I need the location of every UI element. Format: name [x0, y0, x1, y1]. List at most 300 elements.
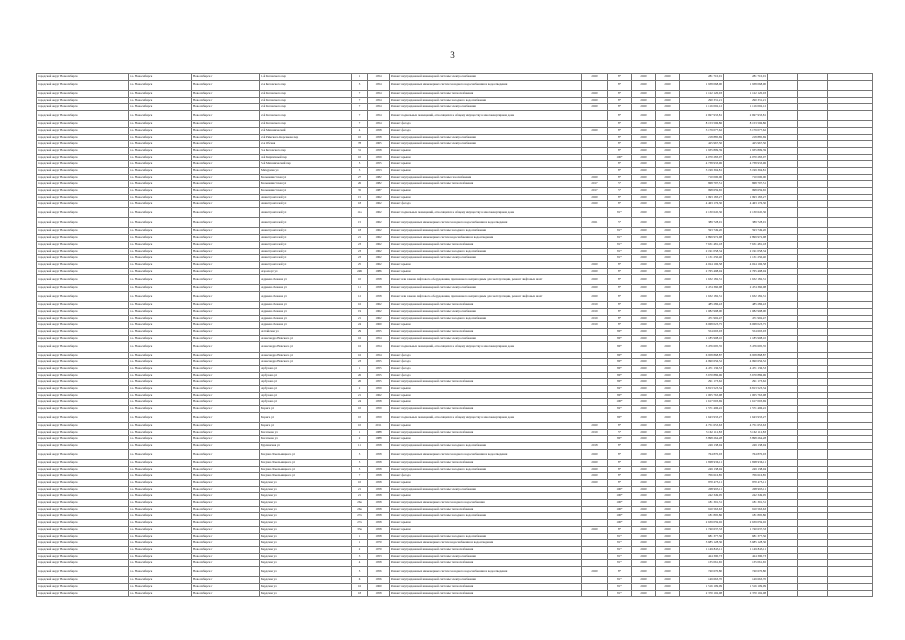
empty-cell	[828, 167, 873, 174]
table-cell: 5*	[608, 188, 632, 195]
table-cell: 26	[352, 181, 368, 188]
table-cell: 2020	[656, 500, 680, 507]
table-cell: 1958	[368, 493, 390, 500]
empty-cell	[828, 560, 873, 567]
table-cell: 2020	[632, 97, 656, 104]
table-cell: г.о. Новосибирск	[129, 436, 192, 443]
table-cell: 1955	[368, 372, 390, 379]
table-cell: 1954	[368, 80, 390, 90]
table-cell: Ремонт внутридомовых инженерных систем холодного водоснабжения	[390, 500, 582, 507]
empty-cell	[828, 590, 873, 597]
table-cell: Ремонт фасада	[390, 359, 582, 366]
table-cell: 1962	[368, 255, 390, 262]
table-cell: 8*	[608, 449, 632, 459]
table-cell	[582, 520, 608, 527]
table-cell: 16	[352, 335, 368, 342]
empty-cell	[768, 473, 798, 480]
table-cell: городской округ Новосибирск	[37, 90, 129, 97]
table-cell: г.о. Новосибирск	[129, 526, 192, 533]
table-row	[37, 147, 873, 154]
table-cell: 2018	[582, 443, 608, 450]
table-row	[37, 261, 873, 268]
table-cell: 1 740 637,33	[680, 526, 724, 533]
empty-cell	[798, 228, 828, 235]
table-cell: Ремонт внутридомовой инженерной системы холодного водоснабжения	[390, 97, 582, 104]
table-cell: 15	[352, 194, 368, 201]
table-cell: 80*	[608, 342, 632, 352]
table-cell: 1 808 936,11	[680, 459, 724, 466]
table-cell: Аэропорт ул	[260, 268, 352, 275]
table-cell: 281 710,01	[724, 74, 768, 81]
table-cell: г.о. Новосибирск	[129, 208, 192, 218]
empty-cell	[768, 268, 798, 275]
table-row	[37, 110, 873, 120]
table-cell: городской округ Новосибирск	[37, 379, 129, 386]
table-cell: 1958	[368, 560, 390, 567]
table-cell: 1958	[368, 285, 390, 292]
table-cell: г.о. Новосибирск	[129, 577, 192, 584]
empty-cell	[798, 302, 828, 309]
table-cell: 1958	[368, 500, 390, 507]
table-row	[37, 392, 873, 399]
table-cell: городской округ Новосибирск	[37, 104, 129, 111]
table-cell: 4 990 656,52	[680, 359, 724, 366]
table-cell: г.о. Новосибирск	[129, 167, 192, 174]
table-cell: 7	[352, 104, 368, 111]
table-cell: 1953	[368, 553, 390, 560]
empty-cell	[798, 359, 828, 366]
empty-cell	[768, 218, 798, 228]
table-cell: 7 631 481,18	[680, 241, 724, 248]
table-cell: 5	[352, 566, 368, 576]
table-cell: Ремонт крыши	[390, 526, 582, 533]
table-cell: Ремонт внутридомовых инженерных систем водоснабжения и водоотведения	[390, 540, 582, 547]
table-cell: 10	[352, 406, 368, 413]
table-row	[37, 228, 873, 235]
empty-cell	[768, 399, 798, 406]
table-cell: 998 659,65	[680, 188, 724, 195]
table-cell: 3 162 112,83	[724, 429, 768, 436]
table-cell: 100*	[608, 399, 632, 406]
table-cell: 6 958 868,87	[680, 352, 724, 359]
empty-cell	[768, 566, 798, 576]
table-cell: 2020	[632, 275, 656, 285]
table-cell: Ремонт внутридомовой инженерной системы электроснабжения	[390, 335, 582, 342]
table-cell: 2020	[656, 241, 680, 248]
table-cell: г.о. Новосибирск	[129, 161, 192, 168]
table-cell: 1955	[368, 366, 390, 373]
table-row	[37, 590, 873, 597]
table-cell: 554 693,03	[680, 329, 724, 336]
table-cell: 2020	[656, 566, 680, 576]
table-cell: 2-й Котовского пер	[260, 97, 352, 104]
table-cell: 2020	[632, 540, 656, 547]
empty-cell	[768, 533, 798, 540]
empty-cell	[768, 302, 798, 309]
table-cell: г.о. Новосибирск	[129, 342, 192, 352]
table-cell: 868 797,51	[680, 181, 724, 188]
table-cell: 23	[352, 241, 368, 248]
table-cell: 6 813 523,34	[680, 386, 724, 393]
table-cell: городской округ Новосибирск	[37, 500, 129, 507]
empty-cell	[828, 235, 873, 242]
table-cell: 2020	[632, 228, 656, 235]
table-cell	[582, 235, 608, 242]
table-cell: Ремонт внутридомовой инженерной системы газоснабжения	[390, 174, 582, 181]
table-cell: городской округ Новосибирск	[37, 436, 129, 443]
table-row	[37, 372, 873, 379]
table-cell: 2020	[656, 302, 680, 309]
page-number: 3	[450, 50, 455, 60]
empty-cell	[828, 392, 873, 399]
table-cell: 1	[352, 540, 368, 547]
table-cell: Новосибирск г	[192, 359, 260, 366]
table-row	[37, 241, 873, 248]
empty-cell	[828, 566, 873, 576]
table-cell: Алтайская ул	[260, 329, 352, 336]
table-cell: 290 331,21	[680, 97, 724, 104]
table-cell: 80*	[608, 359, 632, 366]
empty-cell	[768, 228, 798, 235]
table-cell: г.о. Новосибирск	[129, 540, 192, 547]
table-cell: 1962	[368, 315, 390, 322]
table-cell: Ремонт фасада	[390, 121, 582, 128]
table-cell: 2020	[656, 486, 680, 493]
empty-cell	[828, 513, 873, 520]
empty-cell	[798, 161, 828, 168]
table-cell: 2020	[632, 141, 656, 148]
table-cell: 1962	[368, 309, 390, 316]
table-cell: Ремонт внутридомовых инженерных систем холодного водоснабжения и водоотведения	[390, 80, 582, 90]
table-cell: 2020	[656, 268, 680, 275]
table-cell: Большевистская ул	[260, 181, 352, 188]
empty-cell	[798, 577, 828, 584]
table-cell: Новосибирск г	[192, 480, 260, 487]
table-cell: Ремонт крыши	[390, 322, 582, 329]
table-cell: г.о. Новосибирск	[129, 97, 192, 104]
table-cell: 2020	[656, 194, 680, 201]
table-cell: 389 728,01	[680, 218, 724, 228]
table-row	[37, 473, 873, 480]
table-cell: городской округ Новосибирск	[37, 174, 129, 181]
table-cell: 2020	[582, 423, 608, 430]
table-row	[37, 342, 873, 352]
table-cell: 100*	[608, 486, 632, 493]
table-cell: Новосибирск г	[192, 329, 260, 336]
table-row	[37, 577, 873, 584]
table-row	[37, 335, 873, 342]
table-cell: 2 130 645,36	[680, 208, 724, 218]
table-cell: 5	[352, 449, 368, 459]
table-cell: Авиастроителей ул	[260, 241, 352, 248]
empty-cell	[798, 255, 828, 262]
table-cell: 2020	[582, 466, 608, 473]
table-cell: 1958	[368, 443, 390, 450]
table-cell: 8*	[608, 423, 632, 430]
table-row	[37, 379, 873, 386]
table-row	[37, 560, 873, 567]
table-cell: 2020	[656, 520, 680, 527]
table-cell: 1 993 183,27	[680, 194, 724, 201]
table-row	[37, 540, 873, 547]
table-cell: 4 471 136,53	[724, 366, 768, 373]
table-cell: Ремонт или замена лифтового оборудования, признанного непригодным для эксплуатации, ремонт лифтовых шахт	[390, 292, 582, 302]
table-cell: 2020	[656, 459, 680, 466]
empty-cell	[768, 500, 798, 507]
table-cell	[582, 406, 608, 413]
table-cell: 2020	[632, 520, 656, 527]
empty-cell	[798, 127, 828, 134]
table-cell: 2020	[656, 443, 680, 450]
table-cell: 2020	[656, 386, 680, 393]
empty-cell	[828, 208, 873, 218]
table-cell: 2020	[656, 473, 680, 480]
table-cell: городской округ Новосибирск	[37, 110, 129, 120]
table-cell: 208 993,11	[724, 486, 768, 493]
table-cell: 8*	[608, 194, 632, 201]
empty-cell	[828, 194, 873, 201]
table-cell: 2020	[656, 167, 680, 174]
table-cell: городской округ Новосибирск	[37, 533, 129, 540]
table-cell: 1982	[368, 174, 390, 181]
table-cell: Новосибирск г	[192, 194, 260, 201]
empty-cell	[768, 110, 798, 120]
empty-cell	[798, 423, 828, 430]
table-cell: 80*	[608, 392, 632, 399]
table-cell: Новосибирск г	[192, 493, 260, 500]
table-cell: Ремонт внутридомовой инженерной системы электроснабжения	[390, 285, 582, 292]
table-cell: 7	[352, 90, 368, 97]
empty-cell	[798, 335, 828, 342]
table-cell: 2020	[656, 208, 680, 218]
empty-cell	[798, 147, 828, 154]
table-cell: городской округ Новосибирск	[37, 392, 129, 399]
empty-cell	[828, 526, 873, 533]
table-cell: 4 751 653,63	[680, 423, 724, 430]
table-cell: 1954	[368, 121, 390, 128]
table-cell: 4 070 283,07	[724, 154, 768, 161]
table-cell: Бердская ул	[260, 566, 352, 576]
table-cell: 2 697 933,81	[680, 110, 724, 120]
table-cell: 1986	[368, 268, 390, 275]
table-cell: 1958	[368, 292, 390, 302]
table-row	[37, 443, 873, 450]
table-cell: 2020	[656, 540, 680, 547]
table-cell: Авиастроителей ул	[260, 255, 352, 262]
empty-cell	[768, 366, 798, 373]
table-row	[37, 80, 873, 90]
table-cell: 764 870,03	[680, 449, 724, 459]
table-cell: 8*	[608, 201, 632, 208]
table-cell: 80*	[608, 412, 632, 422]
empty-cell	[828, 322, 873, 329]
table-cell: 1 122 120,03	[724, 90, 768, 97]
table-cell: 10	[352, 134, 368, 141]
table-cell: 1962	[368, 241, 390, 248]
table-cell: 2 130 645,36	[724, 208, 768, 218]
table-row	[37, 268, 873, 275]
table-cell: 740 670,80	[724, 566, 768, 576]
table-cell: г.о. Новосибирск	[129, 406, 192, 413]
empty-cell	[768, 104, 798, 111]
table-cell: городской округ Новосибирск	[37, 241, 129, 248]
table-cell: городской округ Новосибирск	[37, 302, 129, 309]
table-row	[37, 386, 873, 393]
table-cell: городской округ Новосибирск	[37, 322, 129, 329]
table-cell: 8*	[608, 121, 632, 128]
table-cell	[582, 500, 608, 507]
table-cell: 2020	[632, 459, 656, 466]
table-cell: 181 391,31	[724, 500, 768, 507]
table-cell: городской округ Новосибирск	[37, 553, 129, 560]
empty-cell	[828, 80, 873, 90]
table-cell: 1962	[368, 235, 390, 242]
table-row	[37, 520, 873, 527]
table-cell: городской округ Новосибирск	[37, 194, 129, 201]
table-cell: 2020	[632, 466, 656, 473]
table-cell: 2020	[632, 194, 656, 201]
table-cell: Ремонт внутридомовых инженерных систем холодного водоснабжения и водоотведения	[390, 449, 582, 459]
empty-cell	[798, 566, 828, 576]
table-cell: 4-й Кирпичный пер	[260, 154, 352, 161]
empty-cell	[798, 248, 828, 255]
table-cell: 5	[352, 459, 368, 466]
table-cell: 1959	[368, 412, 390, 422]
table-cell: 2-я Котовского пер	[260, 80, 352, 90]
table-row	[37, 466, 873, 473]
table-cell: 1955	[368, 359, 390, 366]
table-cell: Новосибирск г	[192, 335, 260, 342]
empty-cell	[798, 449, 828, 459]
table-cell: 78	[352, 141, 368, 148]
table-cell: Ремонт внутридомовой инженерной системы теплоснабжения	[390, 329, 582, 336]
table-cell: 706 616,85	[680, 473, 724, 480]
table-cell: городской округ Новосибирск	[37, 406, 129, 413]
table-cell: 10	[352, 154, 368, 161]
table-cell: 2020	[656, 255, 680, 262]
table-cell: 998 659,65	[724, 188, 768, 195]
table-cell: городской округ Новосибирск	[37, 352, 129, 359]
table-cell: 2-й Котовского пер	[260, 121, 352, 128]
empty-cell	[768, 553, 798, 560]
table-cell: 23	[352, 359, 368, 366]
empty-cell	[768, 208, 798, 218]
table-cell: 2020	[632, 352, 656, 359]
empty-cell	[828, 577, 873, 584]
table-cell: 4 024 196,58	[680, 261, 724, 268]
table-cell: 2020	[632, 513, 656, 520]
table-cell: 1954	[368, 104, 390, 111]
table-cell: Ремонт внутридомовой инженерной системы электроснабжения	[390, 104, 582, 111]
table-cell	[582, 379, 608, 386]
table-cell: Новосибирск г	[192, 352, 260, 359]
table-cell: 1 122 120,03	[680, 90, 724, 97]
table-cell: 1955	[368, 329, 390, 336]
empty-cell	[768, 335, 798, 342]
table-row	[37, 533, 873, 540]
empty-cell	[798, 292, 828, 302]
empty-cell	[798, 436, 828, 443]
table-cell: 16	[352, 583, 368, 590]
table-cell: 21	[352, 235, 368, 242]
table-cell: 26а	[352, 506, 368, 513]
table-cell: Бердская ул	[260, 533, 352, 540]
table-cell: Ремонт крыши	[390, 436, 582, 443]
table-cell: 2020	[582, 275, 608, 285]
empty-cell	[828, 480, 873, 487]
table-row	[37, 406, 873, 413]
table-cell: 1962	[368, 302, 390, 309]
table-cell: 1 571 496,22	[724, 406, 768, 413]
table-cell: 2020	[656, 335, 680, 342]
table-cell: 2020	[632, 104, 656, 111]
table-cell: 2020	[632, 80, 656, 90]
empty-cell	[828, 285, 873, 292]
table-cell: г.о. Новосибирск	[129, 335, 192, 342]
empty-cell	[828, 583, 873, 590]
table-cell: городской округ Новосибирск	[37, 248, 129, 255]
table-cell: 3 179 077,62	[680, 127, 724, 134]
table-cell: 8*	[608, 275, 632, 285]
table-cell: Богдана Хмельницкого ул	[260, 449, 352, 459]
table-cell: городской округ Новосибирск	[37, 520, 129, 527]
table-cell: 2 899 972,98	[680, 235, 724, 242]
table-cell: 2020	[656, 366, 680, 373]
table-cell: Ремонт внутридомовой инженерной системы теплоснабжения	[390, 459, 582, 466]
table-cell: 2020	[656, 74, 680, 81]
empty-cell	[828, 399, 873, 406]
empty-cell	[768, 429, 798, 436]
table-cell: 471 992,47	[724, 315, 768, 322]
table-cell: 1 938 068,90	[724, 80, 768, 90]
empty-cell	[828, 147, 873, 154]
table-cell	[582, 134, 608, 141]
table-cell: 2020	[656, 379, 680, 386]
table-cell: 11	[352, 443, 368, 450]
table-cell: 26	[352, 379, 368, 386]
empty-cell	[828, 292, 873, 302]
table-cell: 81*	[608, 235, 632, 242]
table-cell: 149 663,70	[680, 577, 724, 584]
table-cell: Новосибирск г	[192, 275, 260, 285]
table-cell: г.о. Новосибирск	[129, 506, 192, 513]
table-cell: Новосибирск г	[192, 90, 260, 97]
table-cell: 2020	[656, 406, 680, 413]
table-cell: 5	[352, 80, 368, 90]
table-cell: Адриена Лежена ул	[260, 315, 352, 322]
table-cell: городской округ Новосибирск	[37, 154, 129, 161]
table-cell: Бердская ул	[260, 560, 352, 567]
table-cell: 2020	[632, 506, 656, 513]
table-row	[37, 154, 873, 161]
empty-cell	[828, 486, 873, 493]
table-cell: 2020	[656, 292, 680, 302]
empty-cell	[828, 268, 873, 275]
table-cell: Новосибирск г	[192, 181, 260, 188]
table-cell: 2020	[656, 80, 680, 90]
table-cell: 2020	[656, 174, 680, 181]
table-cell: 8 153 596,86	[680, 121, 724, 128]
empty-cell	[768, 188, 798, 195]
table-cell: городской округ Новосибирск	[37, 566, 129, 576]
empty-cell	[828, 342, 873, 352]
empty-cell	[798, 590, 828, 597]
table-cell: 425 967,50	[724, 141, 768, 148]
table-cell: г.о. Новосибирск	[129, 292, 192, 302]
empty-cell	[768, 449, 798, 459]
table-cell	[582, 228, 608, 235]
table-cell: 7	[352, 97, 368, 104]
